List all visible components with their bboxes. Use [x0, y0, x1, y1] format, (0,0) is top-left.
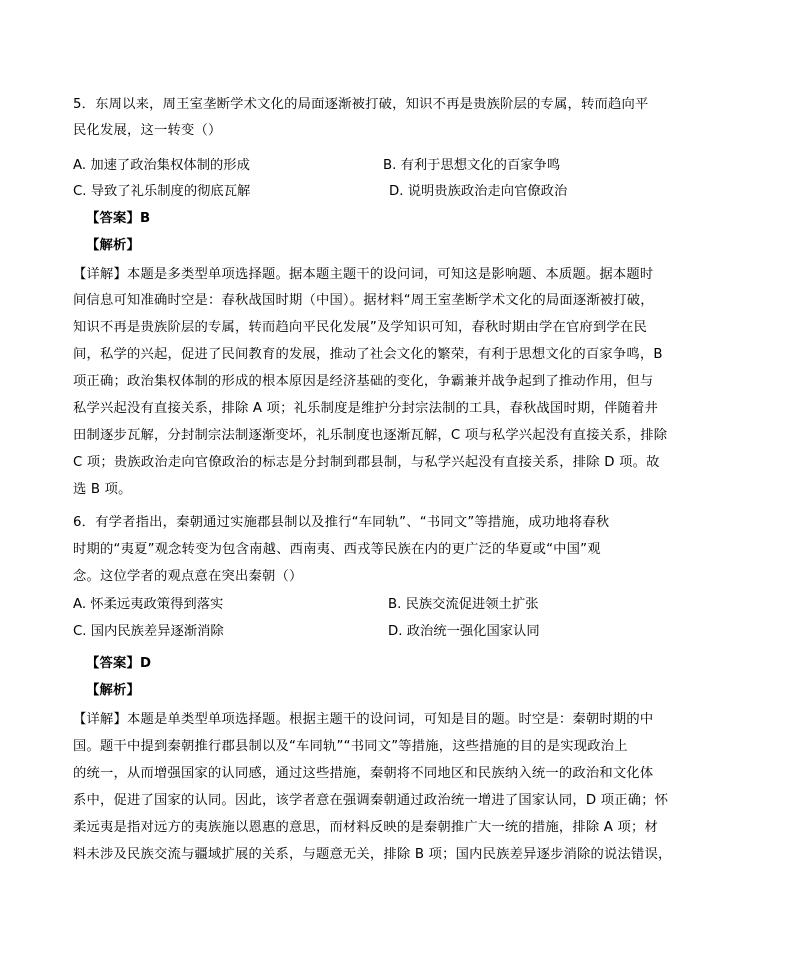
- q6-analysis-label: 【解析】: [86, 683, 140, 698]
- q6-detail-line: 【详解】本题是单类型单项选择题。根据主题干的设问词，可知是目的题。时空是：秦朝时期的中: [73, 712, 654, 727]
- q6-option-a: A. 怀柔远夷政策得到落实: [73, 597, 224, 612]
- q5-stem-line-1: 5．东周以来，周王室垄断学术文化的局面逐渐被打破，知识不再是贵族阶层的专属，转而趋向平: [73, 97, 649, 112]
- q6-option-c: C. 国内民族差异逐渐消除: [73, 624, 224, 639]
- q6-option-d: D. 政治统一强化国家认同: [388, 624, 540, 639]
- q5-detail-line: 田制逐步瓦解，分封制宗法制逐渐变坏，礼乐制度也逐渐瓦解，C 项与私学兴起没有直接关系，排除: [73, 428, 668, 443]
- q5-option-d: D. 说明贵族政治走向官僚政治: [389, 184, 568, 199]
- q5-detail-line: 间信息可知准确时空是：春秋战国时期（中国）。据材料“周王室垄断学术文化的局面逐渐被打破，: [73, 293, 654, 308]
- q5-detail-line: 间，私学的兴起，促进了民间教育的发展，推动了社会文化的繁荣，有利于思想文化的百家争鸣，B: [73, 347, 663, 362]
- q6-stem-line-3: 念。这位学者的观点意在突出秦朝（）: [73, 569, 303, 584]
- q5-analysis-label: 【解析】: [86, 238, 140, 253]
- q6-option-b: B. 民族交流促进领土扩张: [388, 597, 539, 612]
- q6-answer: 【答案】D: [86, 656, 152, 671]
- q5-detail-line: C 项；贵族政治走向官僚政治的标志是分封制到郡县制，与私学兴起没有直接关系，排除 D 项。故: [73, 455, 660, 470]
- q5-detail-line: 选 B 项。: [73, 482, 132, 497]
- q6-detail-line: 的统一，从而增强国家的认同感，通过这些措施，秦朝将不同地区和民族纳入统一的政治和文化体: [73, 766, 654, 781]
- q5-option-c: C. 导致了礼乐制度的彻底瓦解: [73, 184, 251, 199]
- q5-detail-line: 知识不再是贵族阶层的专属，转而趋向平民化发展”及学知识可知，春秋时期由学在官府到学在民: [73, 320, 647, 335]
- q6-detail-line: 柔远夷是指对远方的夷族施以恩惠的意思，而材料反映的是秦朝推广大一统的措施，排除 A 项；材: [73, 820, 659, 835]
- q6-stem-line-2: 时期的“夷夏”观念转变为包含南越、西南夷、西戎等民族在内的更广泛的华夏或“中国”观: [73, 542, 601, 557]
- q5-option-b: B. 有利于思想文化的百家争鸣: [383, 158, 561, 173]
- q6-detail-line: 料未涉及民族交流与疆域扩展的关系，与题意无关，排除 B 项；国内民族差异逐步消除的说法错误，: [73, 847, 672, 862]
- q5-detail-line: 私学兴起没有直接关系，排除 A 项；礼乐制度是维护分封宗法制的工具，春秋战国时期，伴随着井: [73, 401, 659, 416]
- q6-stem-line-1: 6．有学者指出，秦朝通过实施郡县制以及推行“车同轨”、“书同文”等措施，成功地将春秋: [73, 515, 610, 530]
- q5-stem-line-2: 民化发展，这一转变（）: [73, 123, 222, 138]
- q5-detail-line: 【详解】本题是多类型单项选择题。据本题主题干的设问词，可知这是影响题、本质题。据本题时: [73, 267, 654, 282]
- q5-answer: 【答案】B: [86, 211, 151, 226]
- q6-detail-line: 系中，促进了国家的认同。因此，该学者意在强调秦朝通过政治统一增进了国家认同，D 项正确；怀: [73, 793, 669, 808]
- q6-detail-line: 国。题干中提到秦朝推行郡县制以及“车同轨”“书同文”等措施，这些措施的目的是实现政治上: [73, 739, 628, 754]
- q5-detail-line: 项正确；政治集权体制的形成的根本原因是经济基础的变化，争霸兼并战争起到了推动作用，但与: [73, 374, 654, 389]
- q5-option-a: A. 加速了政治集权体制的形成: [73, 158, 250, 173]
